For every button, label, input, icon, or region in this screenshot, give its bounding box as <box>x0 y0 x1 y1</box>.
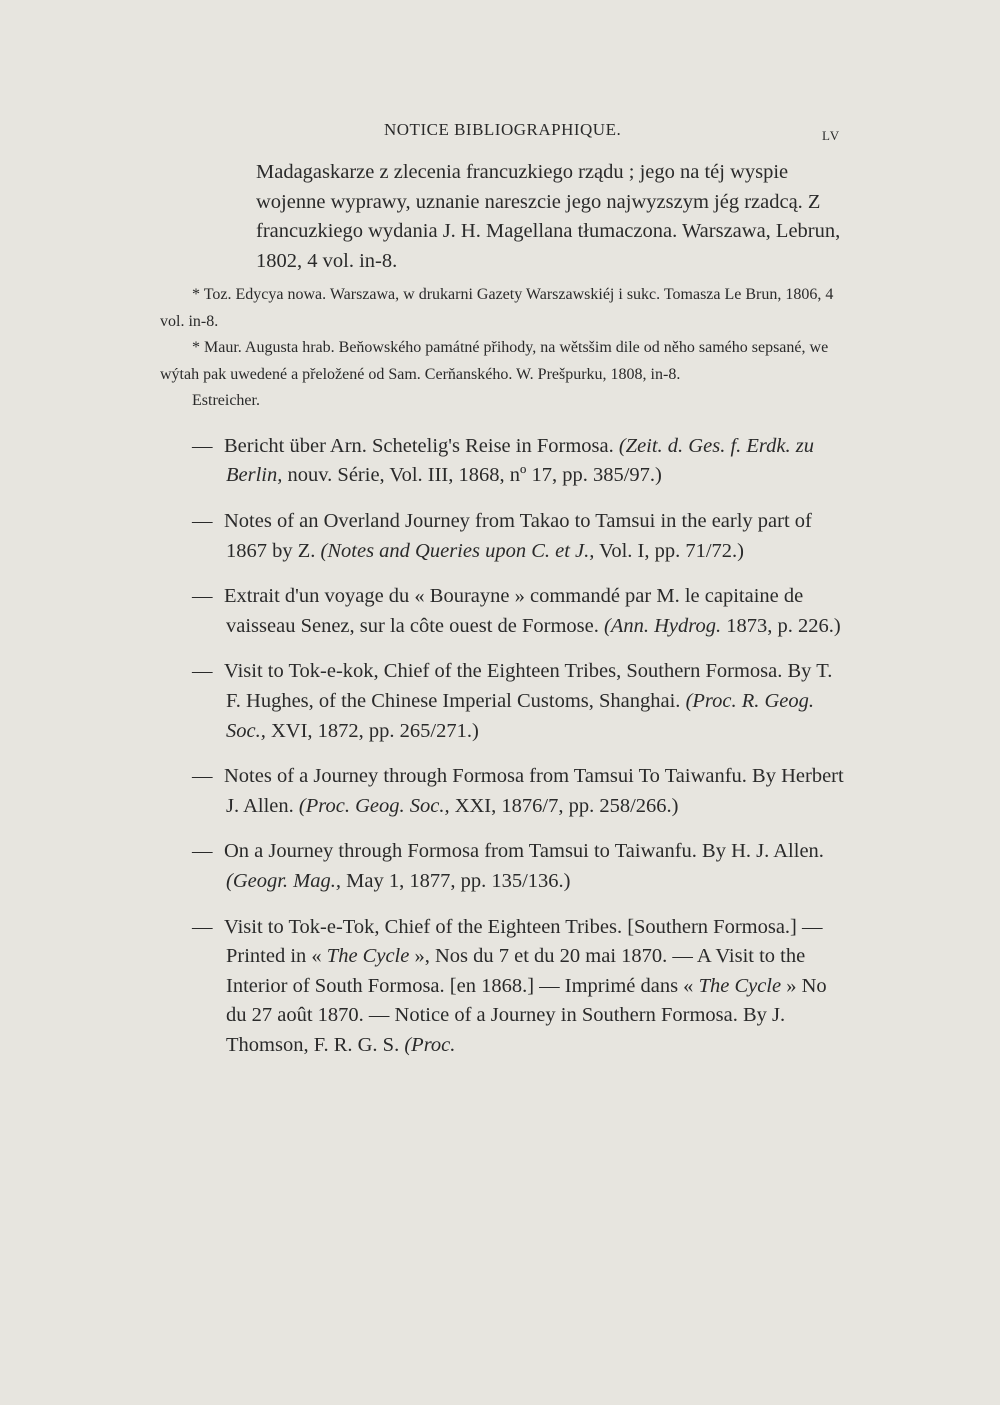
em-dash: — <box>192 765 213 788</box>
entry-text: On a Journey through Formosa from Tamsui to Taiwanfu. By H. J. Allen. <box>224 840 824 863</box>
entry-source: (Zeit. d. Ges. f. Erdk. zu Berlin, <box>226 434 814 487</box>
entry-details: XXI, 1876/7, pp. 258/266.) <box>449 794 679 817</box>
entry-text: Visit to Tok-e-Tok, Chief of the Eighteen Tribes. [Southern Formosa.] — Printed in « <box>224 915 823 968</box>
entry-maur: * Maur. Augusta hrab. Beňowského památné přihody, na wětsšim dile od něho samého sepsané, we wýtah pak uwedené a přeložené od Sam. Cerňanského. W. Prešpurku, 1808, in-8. <box>160 339 829 383</box>
entry-estreicher: Estreicher. <box>192 392 260 410</box>
entry-source: (Notes and Queries upon C. et J., <box>320 539 595 562</box>
entry-toz: * Toz. Edycya nowa. Warszawa, w drukarni Gazety Warszawskiéj i sukc. Tomasza Le Brun, 1806, 4 vol. in-8. <box>160 286 834 330</box>
em-dash: — <box>192 434 213 457</box>
entry-source: (Ann. Hydrog. <box>604 614 722 637</box>
entry-text: Notes of an Overland Journey from Takao to Tamsui in the early part of 1867 by Z. <box>224 510 812 562</box>
entry-source: (Proc. Geog. Soc., <box>298 794 450 817</box>
entry-text: Notes of a Journey through Formosa from Tamsui To Taiwanfu. By Herbert J. Allen. <box>224 765 844 817</box>
em-dash: — <box>192 915 213 938</box>
entry-text: Bericht über Arn. Schetelig's Reise in Formosa. <box>224 434 619 457</box>
em-dash: — <box>192 585 213 608</box>
entry-journal-title: The Cycle <box>326 945 410 968</box>
entry-continuation: Madagaskarze z zlecenia francuzkiego rządu ; jego na téj wyspie wojenne wyprawy, uznanie nareszcie jego najwyzszym jég rzadcą. Z francuzkiego wydania J. H. Magellana tłumaczona. Warszawa, Lebrun, 1802, 4 vol. in-8. <box>256 161 841 272</box>
entry-tok-e-kok <box>160 657 850 746</box>
entry-details: Vol. I, pp. 71/72.) <box>594 539 744 562</box>
entry-journey-allen-1 <box>160 762 850 821</box>
em-dash: — <box>192 840 213 863</box>
entry-details: XVI, 1872, pp. 265/271.) <box>265 719 479 742</box>
entry-source: (Proc. <box>404 1033 456 1056</box>
entry-overland-journey <box>160 507 850 566</box>
entry-source: (Proc. R. Geog. Soc., <box>226 690 815 742</box>
page-number: LV <box>822 128 841 143</box>
entry-journal-title: The Cycle <box>698 974 782 997</box>
entry-details: nouv. Série, Vol. III, 1868, nº 17, pp. 385/97.) <box>282 464 662 487</box>
entry-text: », Nos du 7 et du 20 mai 1870. — A Visit to the Interior of South Formosa. [en 1868.] — Imprimé dans « <box>226 945 806 997</box>
entry-source: (Geogr. Mag., <box>226 870 342 892</box>
entry-tok-e-tok <box>160 913 850 1061</box>
entry-details: May 1, 1877, pp. 135/136.) <box>341 870 571 892</box>
entry-text: » No du 27 août 1870. — Notice of a Journey in Southern Formosa. By J. Thomson, F. R. G. S. <box>226 974 827 1056</box>
em-dash: — <box>192 510 213 533</box>
entry-text: Visit to Tok-e-kok, Chief of the Eighteen Tribes, Southern Formosa. By T. F. Hughes, of the Chinese Imperial Customs, Shanghai. <box>224 660 833 713</box>
entry-text: Extrait d'un voyage du « Bourayne » commandé par M. le capitaine de vaisseau Senez, sur la côte ouest de Formose. <box>224 585 804 637</box>
running-title: NOTICE BIBLIOGRAPHIQUE. <box>384 120 622 139</box>
bibliography-list <box>160 158 850 1061</box>
em-dash: — <box>192 660 213 683</box>
entry-bericht <box>160 432 850 491</box>
entry-details: 1873, p. 226.) <box>721 614 841 637</box>
entry-journey-allen-2 <box>160 837 850 896</box>
entry-bourayne <box>160 582 850 641</box>
